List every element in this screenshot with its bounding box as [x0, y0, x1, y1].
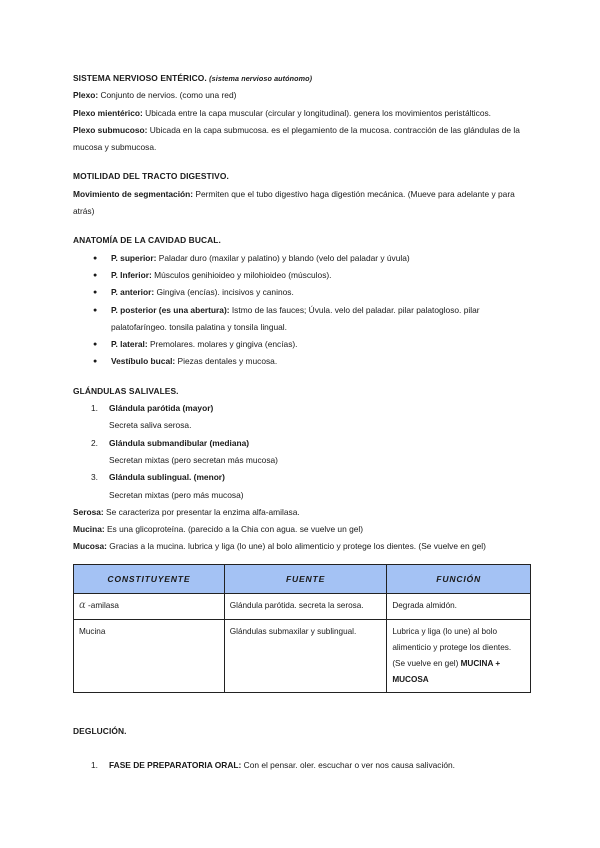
- section-enterico: [73, 70, 533, 156]
- table-cell: Degrada almidón.: [387, 593, 531, 619]
- list-item: 2. Glándula submandibular (mediana) Secretan mixtas (pero secretan más mucosa): [91, 437, 278, 465]
- definition-line: Plexo mientérico: Ubicada entre la capa muscular (circular y longitudinal). genera los movimientos peristálticos.: [73, 107, 492, 118]
- numbered-list: [73, 757, 533, 774]
- list-item: ● P. posterior (es una abertura): Istmo de las fauces; Úvula. velo del paladar. pilar palatogloso. pilar palatofaríngeo. tonsila palatina y tonsila lingual.: [95, 302, 533, 337]
- list-item: ● P. lateral: Premolares. molares y gingiva (encías).: [95, 336, 533, 353]
- section-heading: ANATOMÍA DE LA CAVIDAD BUCAL.: [73, 235, 221, 246]
- table-cell: Lubrica y liga (lo une) al bolo alimenticio y protege los dientes. (Se vuelve en gel) MUCINA + MUCOSA: [387, 619, 531, 692]
- table-row: [74, 619, 531, 692]
- list-item: ● Vestíbulo bucal: Piezas dentales y mucosa.: [95, 353, 533, 370]
- definition-line: Mucina: Es una glicoproteína. (parecido a la Chia con agua. se vuelve un gel): [73, 524, 364, 535]
- table-header-row: [74, 564, 531, 593]
- section-deglucion: [73, 723, 533, 775]
- section-anatomia: [73, 232, 533, 370]
- list-item: ● P. anterior: Gingiva (encías). incisivos y caninos.: [95, 284, 533, 301]
- document-page: [73, 70, 533, 774]
- list-item: 1. Glándula parótida (mayor) Secreta saliva serosa.: [91, 403, 214, 431]
- table-header: CONSTITUYENTE: [74, 564, 225, 593]
- table-row: [74, 593, 531, 619]
- bullet-list: [73, 250, 533, 371]
- table-cell: Glándula parótida. secreta la serosa.: [224, 593, 387, 619]
- table-cell: Glándulas submaxilar y sublingual.: [224, 619, 387, 692]
- definition-line: Movimiento de segmentación: Permiten que el tubo digestivo haga digestión mecánica. (Mueve para adelante y para atrás): [73, 188, 515, 217]
- definition-line: Mucosa: Gracias a la mucina. lubrica y liga (lo une) al bolo alimenticio y protege los dientes. (Se vuelve en gel): [73, 541, 486, 552]
- section-heading: SISTEMA NERVIOSO ENTÉRICO. (sistema nervioso autónomo): [73, 73, 313, 83]
- list-item: ● P. Inferior: Músculos genihioideo y milohioideo (músculos).: [95, 267, 533, 284]
- section-motilidad: [73, 168, 533, 220]
- table-header: FUENTE: [224, 564, 387, 593]
- definition-line: Plexo: Conjunto de nervios. (como una red): [73, 90, 237, 101]
- table-header: FUNCIÓN: [387, 564, 531, 593]
- definition-line: Serosa: Se caracteriza por presentar la enzima alfa-amilasa.: [73, 506, 300, 517]
- section-glandulas: [73, 383, 533, 556]
- table-cell: α -amilasa: [74, 593, 225, 619]
- section-heading: MOTILIDAD DEL TRACTO DIGESTIVO.: [73, 171, 229, 182]
- saliva-table: [73, 564, 531, 693]
- list-item: ● P. superior: Paladar duro (maxilar y palatino) y blando (velo del paladar y úvula): [95, 250, 533, 267]
- definition-line: Plexo submucoso: Ubicada en la capa submucosa. es el plegamiento de la mucosa. contracción de las glándulas de la mucosa y submucosa.: [73, 124, 520, 153]
- list-item: 1. FASE DE PREPARATORIA ORAL: Con el pensar. oler. escuchar o ver nos causa salivación.: [91, 760, 455, 771]
- section-heading: GLÁNDULAS SALIVALES.: [73, 385, 179, 396]
- numbered-list: [73, 400, 533, 504]
- list-item: 3. Glándula sublingual. (menor) Secretan mixtas (pero más mucosa): [91, 472, 244, 500]
- section-heading: DEGLUCIÓN.: [73, 725, 127, 736]
- table-cell: Mucina: [74, 619, 225, 692]
